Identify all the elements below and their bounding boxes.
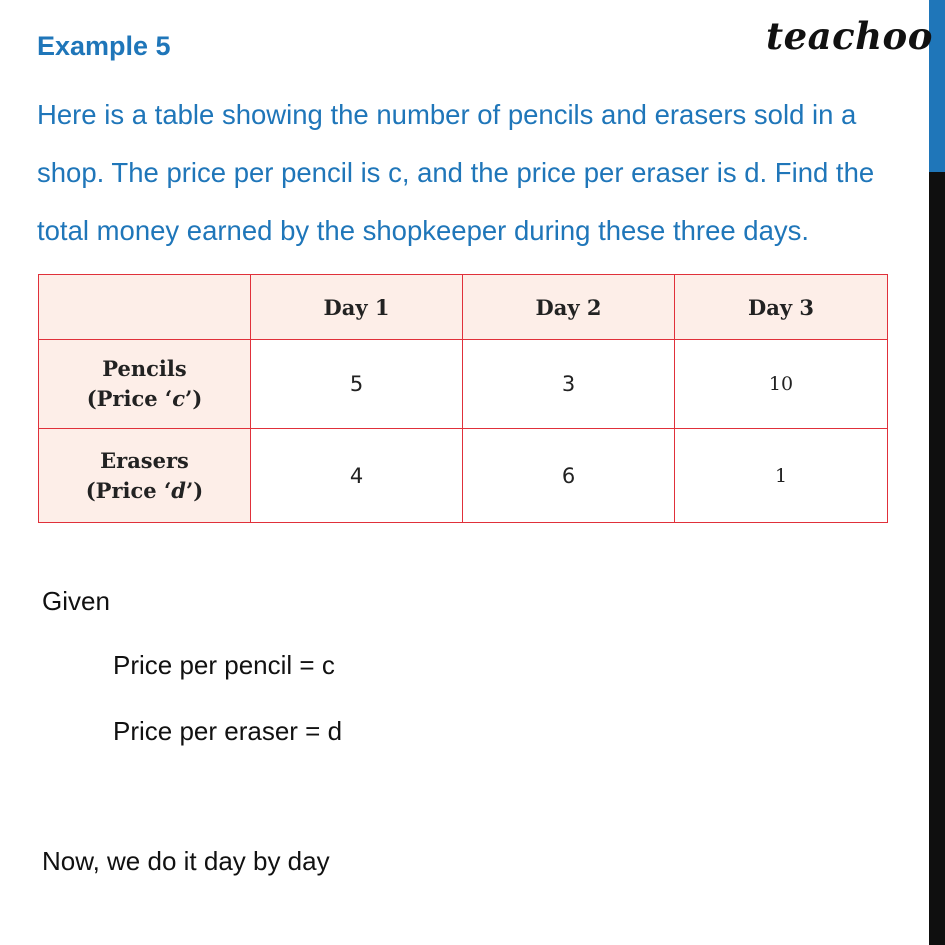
sales-table (38, 274, 888, 523)
given-price-eraser: Price per eraser = d (113, 716, 343, 746)
header-day-2: Day 2 (463, 275, 675, 340)
cell-pencils-day-3: 10 (675, 340, 888, 429)
row-label-suffix: ’) (185, 477, 204, 503)
row-label-prefix: (Price ‘ (86, 386, 173, 411)
cell-erasers-day-3: 1 (675, 429, 888, 523)
cell-pencils-day-2: 3 (463, 340, 675, 429)
header-day-3: Day 3 (675, 275, 888, 340)
closing-text: Now, we do it day by day (42, 846, 330, 876)
header-day-1: Day 1 (251, 275, 463, 340)
example-title: Example 5 (37, 31, 171, 61)
row-label-variable: c (172, 386, 186, 411)
teachoo-logo: teachoo (766, 14, 933, 58)
given-label: Given (42, 586, 110, 616)
row-label-suffix: ’) (185, 386, 203, 411)
row-label-variable: d (171, 477, 186, 503)
row-label-erasers (39, 429, 251, 523)
row-label-title: Erasers (100, 447, 189, 473)
table-header-row (39, 275, 888, 340)
row-label-title: Pencils (102, 356, 187, 381)
cell-erasers-day-2: 6 (463, 429, 675, 523)
row-label-prefix: (Price ‘ (85, 477, 172, 503)
problem-line: shop. The price per pencil is c, and the price per eraser is d. Find the (37, 157, 875, 188)
problem-statement (37, 86, 932, 260)
table-row-erasers (39, 429, 888, 523)
cell-pencils-day-1: 5 (251, 340, 463, 429)
row-label-pencils (39, 340, 251, 429)
table-row-pencils (39, 340, 888, 429)
problem-line: total money earned by the shopkeeper during these three days. (37, 215, 810, 246)
given-price-pencil: Price per pencil = c (113, 650, 335, 680)
problem-line: Here is a table showing the number of pencils and erasers sold in a (37, 99, 857, 130)
cell-erasers-day-1: 4 (251, 429, 463, 523)
header-corner-cell (39, 275, 251, 340)
